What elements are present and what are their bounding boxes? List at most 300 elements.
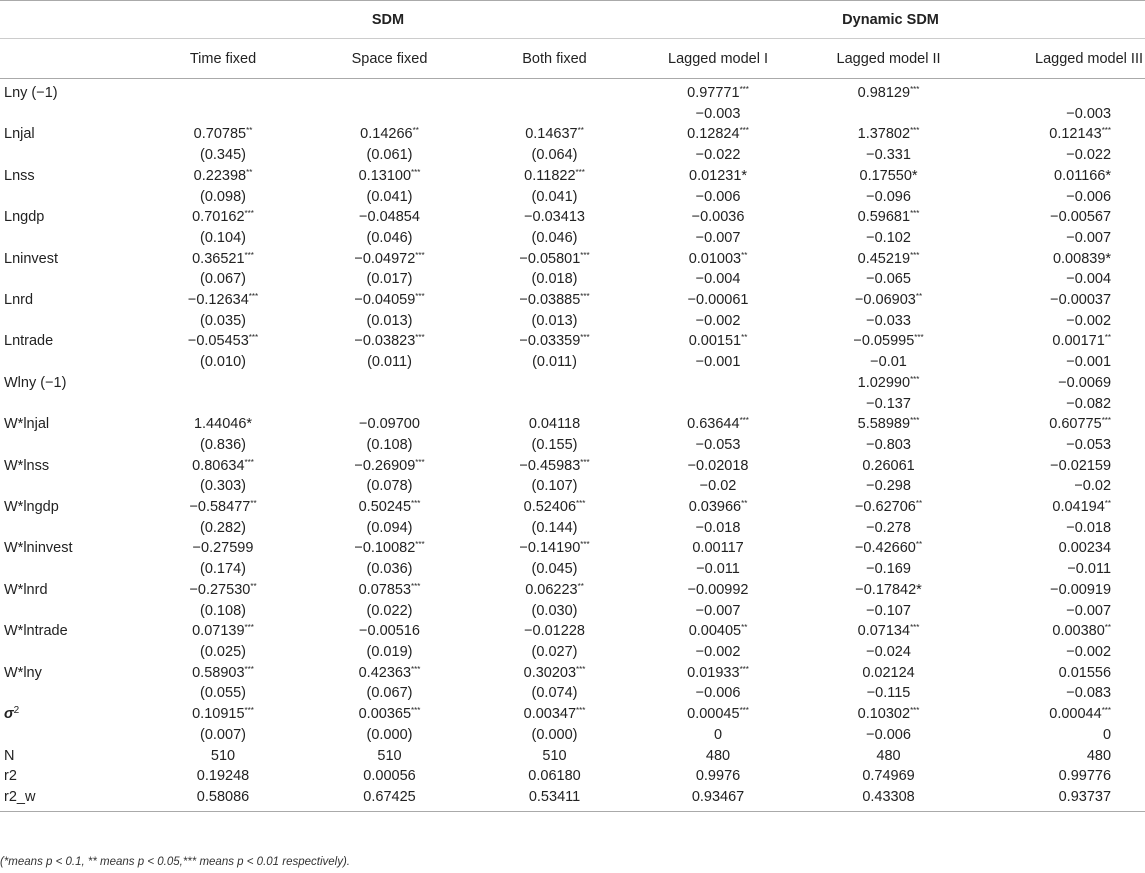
significance-stars: *** — [580, 540, 590, 550]
table-cell — [140, 145, 306, 166]
table-cell — [306, 207, 473, 228]
cell-value: −0.0069 — [1058, 374, 1112, 391]
table-cell — [636, 79, 800, 104]
table-cell — [473, 766, 636, 787]
row-label — [0, 476, 140, 497]
cell-value: −0.05453 — [187, 333, 249, 350]
table-cell — [140, 228, 306, 249]
table-row — [0, 787, 1145, 811]
cell-value: −0.007 — [1066, 229, 1112, 246]
table-cell — [800, 601, 977, 622]
table-cell — [473, 394, 636, 415]
table-cell — [636, 683, 800, 704]
significance-stars: ** — [246, 126, 253, 136]
table-row — [0, 456, 1145, 477]
table-cell — [977, 538, 1145, 559]
table-cell — [636, 704, 800, 725]
cell-value: 0.99776 — [1058, 768, 1112, 785]
cell-value: −0.001 — [1066, 354, 1112, 371]
significance-stars: *** — [576, 499, 586, 509]
row-label: Lnjal — [4, 126, 35, 143]
table-cell — [977, 559, 1145, 580]
table-cell — [800, 414, 977, 435]
table-cell — [977, 683, 1145, 704]
table-cell — [140, 290, 306, 311]
column-header-space-fixed: Space fixed — [306, 39, 473, 79]
cell-value: 0.07134 — [857, 623, 911, 640]
cell-value: (0.013) — [531, 312, 578, 329]
cell-value: −0.011 — [696, 561, 740, 578]
column-header-lagged-model-2: Lagged model II — [800, 39, 977, 79]
cell-value: 510 — [377, 747, 402, 764]
cell-value: −0.169 — [866, 561, 911, 578]
cell-value: −0.04972 — [354, 250, 416, 267]
table-cell — [306, 538, 473, 559]
table-cell — [636, 166, 800, 187]
table-cell — [140, 497, 306, 518]
cell-value: 0.93737 — [1058, 788, 1112, 805]
table-cell — [306, 166, 473, 187]
cell-value: 0.00117 — [692, 540, 744, 557]
cell-value: 0.59681 — [857, 209, 911, 226]
table-cell — [977, 704, 1145, 725]
significance-stars: *** — [415, 457, 425, 467]
table-cell — [636, 228, 800, 249]
cell-value: 0.03966 — [688, 499, 742, 516]
table-cell — [306, 290, 473, 311]
table-cell — [306, 187, 473, 208]
table-row — [0, 331, 1145, 352]
cell-value: 0.36521 — [192, 250, 245, 267]
cell-value: 0.00044 — [1049, 706, 1102, 723]
table-cell — [473, 787, 636, 811]
table-cell — [800, 663, 977, 684]
column-header-time-fixed: Time fixed — [140, 39, 306, 79]
table-row — [0, 725, 1145, 746]
table-cell — [473, 559, 636, 580]
table-row — [0, 394, 1145, 415]
table-cell — [473, 79, 636, 104]
significance-stars: *** — [248, 333, 259, 343]
table-cell — [800, 538, 977, 559]
cell-value: (0.155) — [531, 436, 578, 453]
table-cell — [800, 166, 977, 187]
row-label — [0, 228, 140, 249]
cell-value: (0.108) — [200, 602, 246, 619]
row-label: W*lntrade — [4, 623, 68, 640]
row-label: W*lny — [4, 664, 42, 681]
cell-value: 0.63644 — [687, 416, 740, 433]
cell-value: 0.00405 — [688, 623, 742, 640]
table-row — [0, 538, 1145, 559]
table-cell — [140, 207, 306, 228]
table-cell — [800, 124, 977, 145]
cell-value: −0.137 — [866, 395, 911, 412]
table-row — [0, 683, 1145, 704]
table-cell — [306, 124, 473, 145]
cell-value: −0.002 — [1066, 312, 1112, 329]
table-cell — [306, 704, 473, 725]
table-cell — [636, 497, 800, 518]
cell-value: −0.082 — [1066, 395, 1112, 412]
cell-value: (0.011) — [532, 354, 577, 371]
table-cell — [140, 746, 306, 767]
table-cell — [306, 621, 473, 642]
table-cell — [977, 228, 1145, 249]
table-cell — [636, 104, 800, 125]
table-cell — [977, 435, 1145, 456]
cell-value: −0.007 — [695, 229, 741, 246]
row-label: $\sigma^2$ — [4, 705, 20, 723]
table-cell — [636, 269, 800, 290]
table-cell — [636, 394, 800, 415]
table-cell — [636, 456, 800, 477]
cell-value: (0.010) — [200, 354, 246, 371]
table-cell — [800, 373, 977, 394]
table-cell — [473, 166, 636, 187]
table-cell — [636, 601, 800, 622]
table-row — [0, 104, 1145, 125]
significance-stars: *** — [411, 664, 421, 674]
significance-stars: *** — [415, 540, 425, 550]
cell-value: 0.19248 — [196, 768, 250, 785]
table-cell — [977, 663, 1145, 684]
cell-value: −0.02 — [699, 478, 737, 495]
table-cell — [977, 187, 1145, 208]
table-cell — [800, 228, 977, 249]
cell-value: 0.14637 — [525, 126, 578, 143]
cell-value: −0.022 — [695, 147, 741, 164]
cell-value: (0.078) — [366, 478, 413, 495]
table-cell — [306, 642, 473, 663]
table-row — [0, 166, 1145, 187]
table-cell — [800, 394, 977, 415]
significance-stars: ** — [1104, 623, 1112, 633]
cell-value: (0.144) — [531, 519, 578, 536]
cell-value: −0.05995 — [853, 333, 915, 350]
cell-value: 0.53411 — [528, 788, 581, 805]
cell-value: 0.00839* — [1052, 250, 1112, 267]
cell-value: 0.52406 — [523, 499, 577, 516]
cell-value: (0.046) — [531, 229, 578, 246]
table-cell — [800, 497, 977, 518]
cell-value: −0.0036 — [691, 209, 745, 226]
cell-value: −0.00567 — [1050, 209, 1112, 226]
cell-value: −0.298 — [866, 478, 911, 495]
cell-value: 480 — [876, 747, 901, 764]
table-cell — [306, 414, 473, 435]
table-cell — [977, 124, 1145, 145]
table-cell — [140, 352, 306, 373]
table-cell — [800, 187, 977, 208]
table-cell — [473, 435, 636, 456]
cell-value: 0.17550* — [859, 167, 918, 184]
column-header-lagged-model-1: Lagged model I — [636, 39, 800, 79]
cell-value: 0.60775 — [1049, 416, 1102, 433]
significance-stars: ** — [1104, 499, 1112, 509]
cell-value: (0.107) — [531, 478, 578, 495]
cell-value: −0.102 — [866, 229, 911, 246]
table-cell — [306, 311, 473, 332]
cell-value: 510 — [542, 747, 567, 764]
cell-value: (0.013) — [366, 312, 413, 329]
cell-value: 0.70162 — [192, 209, 245, 226]
cell-value: (0.074) — [531, 685, 578, 702]
table-cell — [800, 104, 977, 125]
table-cell — [473, 746, 636, 767]
table-cell — [800, 207, 977, 228]
table-row — [0, 311, 1145, 332]
row-label: Lntrade — [4, 333, 54, 350]
table-cell — [473, 145, 636, 166]
table-cell — [977, 166, 1145, 187]
table-body — [0, 79, 1145, 812]
cell-value: −0.26909 — [354, 457, 416, 474]
cell-value: −0.278 — [866, 519, 911, 536]
table-cell — [800, 725, 977, 746]
table-cell — [306, 766, 473, 787]
table-cell — [977, 580, 1145, 601]
cell-value: 0.00234 — [1058, 540, 1112, 557]
cell-value: 1.37802 — [857, 126, 911, 143]
cell-value: 0.06223 — [525, 581, 578, 598]
cell-value: 0.07139 — [192, 623, 245, 640]
cell-value: (0.067) — [200, 271, 246, 288]
significance-stars: ** — [250, 581, 257, 591]
cell-value: (0.007) — [200, 726, 246, 743]
table-cell — [140, 414, 306, 435]
table-cell — [800, 621, 977, 642]
cell-value: (0.094) — [366, 519, 413, 536]
significance-stars: ** — [915, 292, 923, 302]
table-cell — [800, 766, 977, 787]
cell-value: (0.345) — [200, 147, 246, 164]
cell-value: −0.065 — [866, 271, 911, 288]
significance-stars: *** — [411, 167, 421, 177]
significance-stars: ** — [741, 499, 748, 509]
table-cell — [473, 249, 636, 270]
table-cell — [473, 621, 636, 642]
table-cell — [636, 249, 800, 270]
table-cell — [140, 601, 306, 622]
table-cell — [977, 394, 1145, 415]
cell-value: −0.09700 — [359, 416, 420, 433]
table-cell — [977, 207, 1145, 228]
cell-value: −0.00919 — [1050, 581, 1112, 598]
cell-value: 0.10915 — [192, 706, 245, 723]
group-header-row — [0, 1, 1145, 39]
table-cell — [977, 746, 1145, 767]
table-cell — [977, 145, 1145, 166]
cell-value: 0.00056 — [363, 768, 416, 785]
significance-stars: *** — [1101, 706, 1112, 716]
cell-value: −0.004 — [1066, 271, 1112, 288]
cell-value: (0.035) — [200, 312, 246, 329]
table-row — [0, 145, 1145, 166]
table-cell — [306, 559, 473, 580]
row-label: r2 — [4, 768, 17, 785]
table-cell — [473, 683, 636, 704]
table-cell — [306, 476, 473, 497]
cell-value: 0.14266 — [360, 126, 413, 143]
cell-value: 0.10302 — [857, 706, 911, 723]
table-cell — [140, 394, 306, 415]
table-cell — [977, 787, 1145, 811]
significance-stars: *** — [580, 292, 590, 302]
table-cell — [977, 456, 1145, 477]
significance-stars: *** — [411, 581, 421, 591]
cell-value: 0.58903 — [192, 664, 245, 681]
table-row — [0, 518, 1145, 539]
table-cell — [977, 249, 1145, 270]
table-cell — [306, 394, 473, 415]
column-header-blank — [0, 39, 140, 79]
cell-value: −0.00516 — [359, 623, 420, 640]
table-cell — [306, 580, 473, 601]
table-cell — [140, 166, 306, 187]
cell-value: (0.000) — [366, 726, 413, 743]
table-cell — [800, 642, 977, 663]
table-cell — [800, 518, 977, 539]
cell-value: (0.067) — [366, 685, 413, 702]
table-cell — [140, 580, 306, 601]
row-label — [0, 642, 140, 663]
cell-value: −0.006 — [1066, 188, 1112, 205]
cell-value: (0.011) — [367, 354, 412, 371]
table-cell — [140, 683, 306, 704]
table-cell — [977, 725, 1145, 746]
table-cell — [140, 331, 306, 352]
table-cell — [306, 269, 473, 290]
table-cell — [306, 683, 473, 704]
cell-value: (0.041) — [366, 188, 413, 205]
table-cell — [140, 642, 306, 663]
table-cell — [306, 79, 473, 104]
row-label — [0, 145, 140, 166]
cell-value: 0 — [1102, 726, 1112, 743]
row-label: Wlny (−1) — [4, 374, 67, 391]
table-cell — [977, 601, 1145, 622]
significance-stars: *** — [910, 250, 920, 260]
table-cell — [977, 476, 1145, 497]
table-cell — [977, 331, 1145, 352]
cell-value: 0.43308 — [862, 788, 915, 805]
table-cell — [306, 746, 473, 767]
table-cell — [473, 601, 636, 622]
cell-value: 480 — [1086, 747, 1112, 764]
table-cell — [636, 414, 800, 435]
row-label — [0, 104, 140, 125]
table-cell — [636, 787, 800, 811]
cell-value: (0.046) — [366, 229, 413, 246]
table-cell — [800, 704, 977, 725]
table-row — [0, 124, 1145, 145]
table-cell — [636, 538, 800, 559]
table-cell — [473, 290, 636, 311]
row-label — [0, 518, 140, 539]
cell-value: 0.01003 — [688, 250, 742, 267]
significance-stars: *** — [415, 292, 425, 302]
table-cell — [306, 104, 473, 125]
significance-stars: *** — [576, 706, 586, 716]
cell-value: 0.00347 — [523, 706, 577, 723]
row-label — [0, 311, 140, 332]
cell-value: −0.004 — [695, 271, 741, 288]
table-cell — [140, 766, 306, 787]
table-cell — [636, 207, 800, 228]
significance-stars: *** — [244, 250, 254, 260]
table-cell — [636, 124, 800, 145]
row-label: Lngdp — [4, 209, 45, 226]
cell-value: 0.01231* — [689, 167, 748, 184]
cell-value: −0.006 — [695, 685, 741, 702]
significance-stars: *** — [575, 167, 585, 177]
table-cell — [473, 725, 636, 746]
row-label: W*lninvest — [4, 540, 73, 557]
table-cell — [800, 290, 977, 311]
table-row — [0, 663, 1145, 684]
row-label: W*lnjal — [4, 416, 50, 433]
cell-value: −0.05801 — [519, 250, 581, 267]
table-cell — [473, 456, 636, 477]
table-row — [0, 228, 1145, 249]
cell-value: −0.27530 — [189, 581, 251, 598]
significance-stars: *** — [910, 126, 920, 136]
table-cell — [473, 704, 636, 725]
row-label — [0, 187, 140, 208]
table-cell — [140, 187, 306, 208]
cell-value: −0.02 — [1074, 478, 1112, 495]
significance-stars: *** — [248, 292, 259, 302]
table-cell — [140, 621, 306, 642]
table-cell — [140, 435, 306, 456]
table-cell — [473, 269, 636, 290]
significance-stars: ** — [412, 126, 419, 136]
table-cell — [140, 538, 306, 559]
table-row — [0, 580, 1145, 601]
table-cell — [800, 269, 977, 290]
cell-value: 0.26061 — [862, 457, 915, 474]
cell-value: 0.04194 — [1052, 499, 1105, 516]
table-cell — [800, 331, 977, 352]
group-header-dynamic-sdm: Dynamic SDM — [636, 1, 1145, 39]
group-header-sdm: SDM — [140, 1, 636, 39]
cell-value: −0.02018 — [687, 457, 749, 474]
cell-value: 0.67425 — [363, 788, 416, 805]
table-row — [0, 249, 1145, 270]
table-cell — [306, 787, 473, 811]
cell-value: 0.06180 — [528, 768, 581, 785]
cell-value: 0.07853 — [358, 581, 412, 598]
cell-value: 0.22398 — [193, 167, 247, 184]
cell-value: −0.10082 — [354, 540, 416, 557]
table-cell — [636, 311, 800, 332]
cell-value: −0.006 — [866, 726, 911, 743]
row-label — [0, 435, 140, 456]
table-cell — [140, 456, 306, 477]
significance-stars: *** — [576, 664, 586, 674]
significance-stars: *** — [411, 499, 421, 509]
cell-value: −0.024 — [866, 643, 911, 660]
cell-value: −0.022 — [1066, 147, 1112, 164]
cell-value: −0.803 — [866, 436, 911, 453]
row-label: W*lngdp — [4, 499, 59, 516]
row-label: W*lnrd — [4, 581, 48, 598]
table-cell — [636, 766, 800, 787]
cell-value: 1.44046* — [193, 416, 253, 433]
cell-value: −0.033 — [866, 312, 911, 329]
cell-value: 0.42363 — [358, 664, 412, 681]
